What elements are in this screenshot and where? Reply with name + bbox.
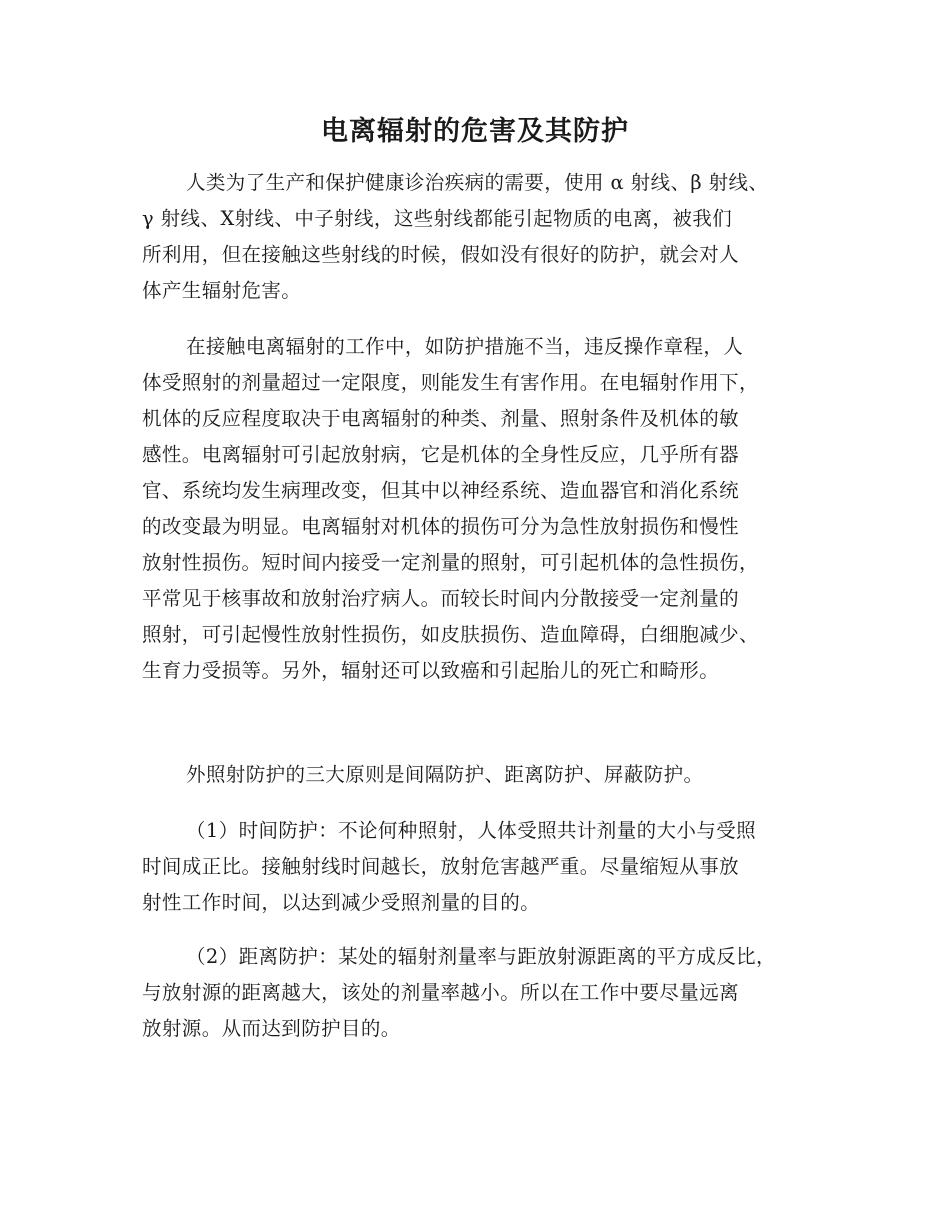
paragraph-2-line-4: 感性。电离辐射可引起放射病，它是机体的全身性反应，几乎所有器 bbox=[142, 443, 740, 466]
paragraph-5-line-1: （2）距离防护：某处的辐射剂量率与距放射源距离的平方成反比， bbox=[186, 945, 776, 968]
paragraph-1-line-3: 所利用，但在接触这些射线的时候，假如没有很好的防护，就会对人 bbox=[142, 243, 740, 266]
paragraph-2-line-6: 的改变最为明显。电离辐射对机体的损伤可分为急性放射损伤和慢性 bbox=[142, 515, 740, 538]
paragraph-2-line-2: 体受照射的剂量超过一定限度，则能发生有害作用。在电辐射作用下， bbox=[142, 371, 759, 394]
paragraph-4-line-3: 射性工作时间，以达到减少受照剂量的目的。 bbox=[142, 891, 541, 914]
paragraph-5-line-3: 放射源。从而达到防护目的。 bbox=[142, 1017, 401, 1040]
paragraph-5-line-2: 与放射源的距离越大，该处的剂量率越小。所以在工作中要尽量远离 bbox=[142, 981, 740, 1004]
paragraph-2-line-9: 照射，可引起慢性放射性损伤，如皮肤损伤、造血障碍，白细胞减少、 bbox=[142, 623, 759, 646]
paragraph-4-line-2: 时间成正比。接触射线时间越长，放射危害越严重。尽量缩短从事放 bbox=[142, 855, 740, 878]
paragraph-2-line-7: 放射性损伤。短时间内接受一定剂量的照射，可引起机体的急性损伤， bbox=[142, 551, 759, 574]
paragraph-1-line-1: 人类为了生产和保护健康诊治疾病的需要，使用 α 射线、β 射线、 bbox=[186, 171, 769, 194]
paragraph-2-line-8: 平常见于核事故和放射治疗病人。而较长时间内分散接受一定剂量的 bbox=[142, 587, 740, 610]
paragraph-1-line-4: 体产生辐射危害。 bbox=[142, 279, 302, 302]
paragraph-4-line-1: （1）时间防护：不论何种照射，人体受照共计剂量的大小与受照 bbox=[186, 819, 757, 842]
paragraph-2-line-10: 生育力受损等。另外，辐射还可以致癌和引起胎儿的死亡和畸形。 bbox=[142, 659, 720, 682]
paragraph-2-line-5: 官、系统均发生病理改变，但其中以神经系统、造血器官和消化系统 bbox=[142, 479, 740, 502]
paragraph-2-line-1: 在接触电离辐射的工作中，如防护措施不当，违反操作章程，人 bbox=[186, 335, 744, 358]
document-title: 电离辐射的危害及其防护 bbox=[321, 116, 629, 147]
paragraph-1-line-2: γ 射线、X射线、中子射线，这些射线都能引起物质的电离，被我们 bbox=[142, 207, 733, 230]
paragraph-2-line-3: 机体的反应程度取决于电离辐射的种类、剂量、照射条件及机体的敏 bbox=[142, 407, 740, 430]
paragraph-3-line-1: 外照射防护的三大原则是间隔防护、距离防护、屏蔽防护。 bbox=[186, 763, 704, 786]
